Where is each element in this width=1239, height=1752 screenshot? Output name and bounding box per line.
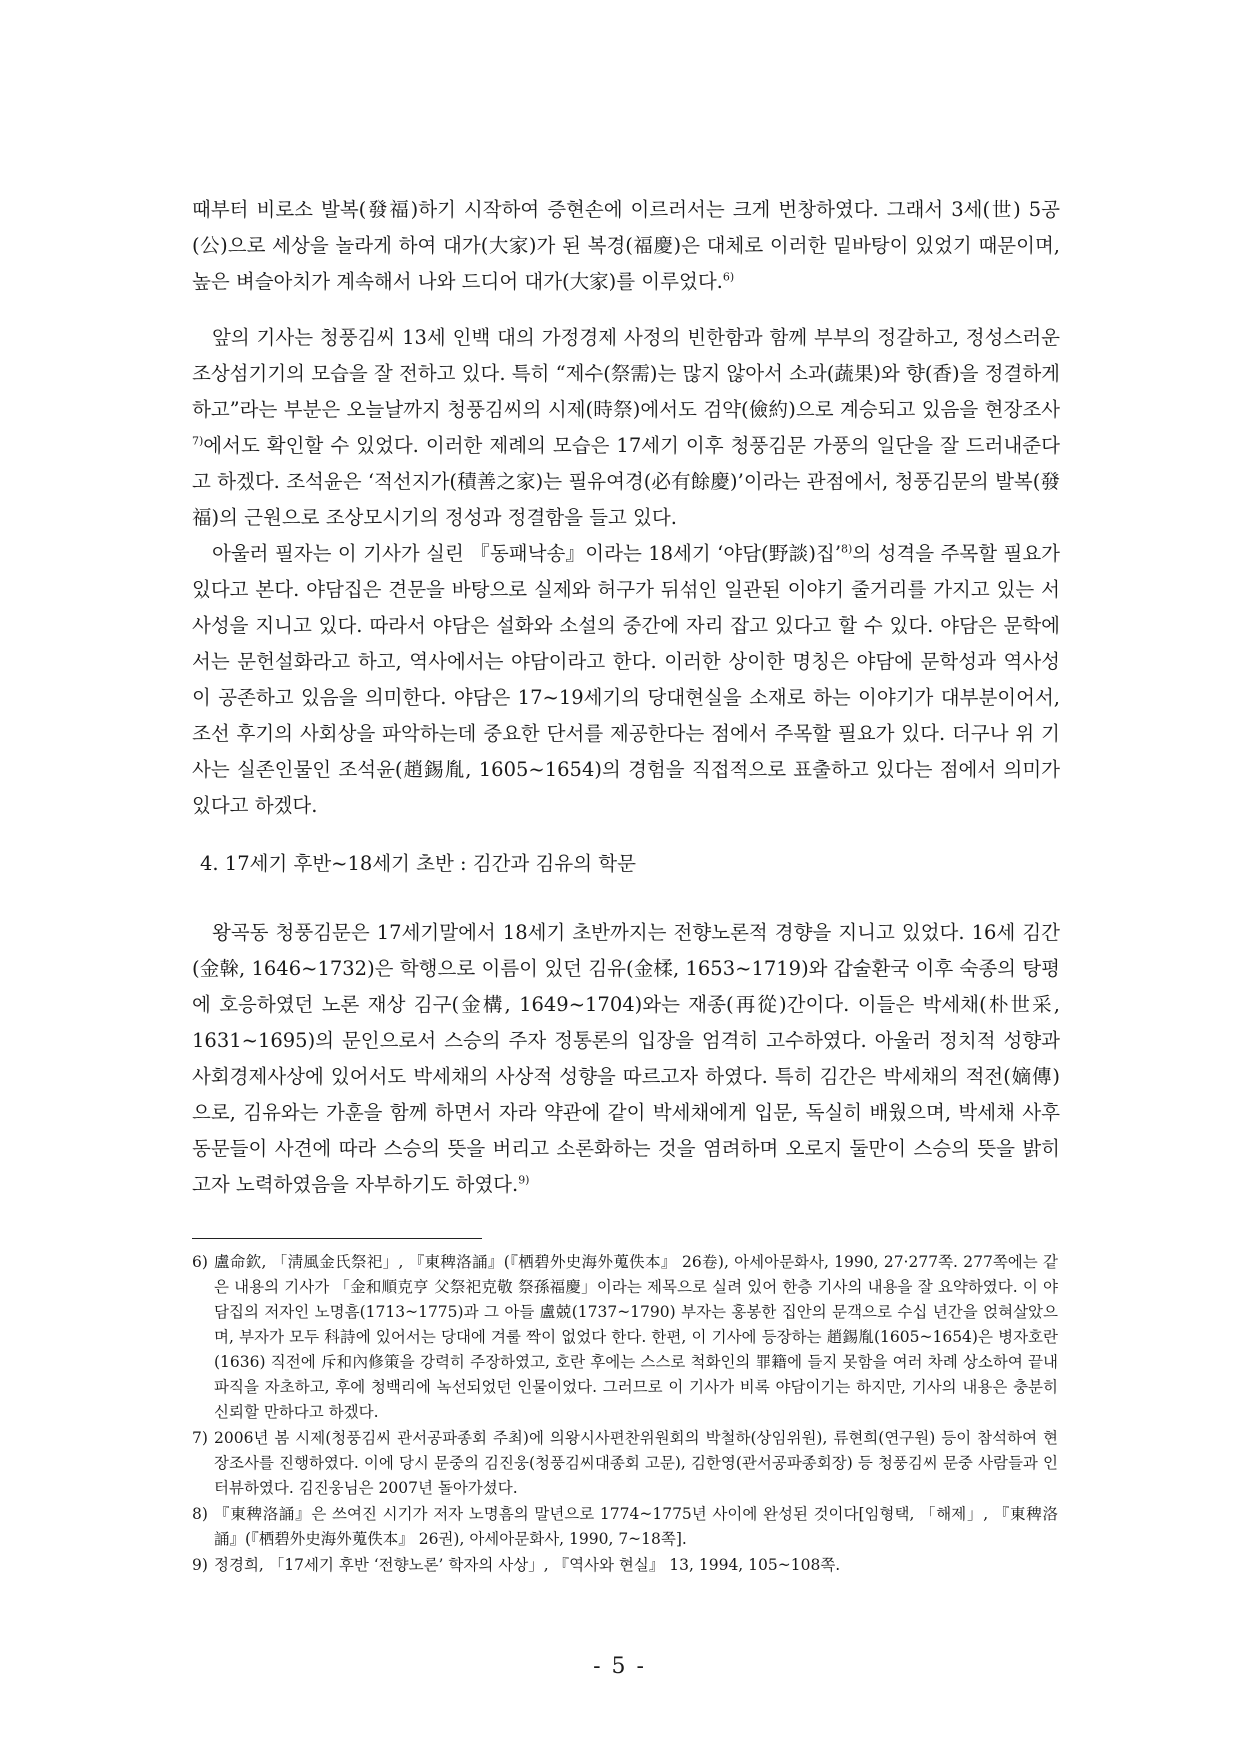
footnote-9 bbox=[192, 1553, 1058, 1578]
footnote-text: 2006년 봄 시제(청풍김씨 관서공파종회 주최)에 의왕시사편찬위원회의 박철하(상임위원), 류현희(연구원) 등이 참석하여 현장조사를 진행하였다. 이에 당시 문중의 김진웅(청풍김씨대종회 고문), 김한영(관서공파종회장) 등 청풍김씨 문중 사람들과 인터뷰하였다. 김진웅님은 2007년 돌아가셨다. bbox=[214, 1429, 1058, 1497]
footnote-number: 6) bbox=[192, 1253, 208, 1271]
intro-paragraph bbox=[192, 192, 1060, 300]
intro-text: 때부터 비로소 발복(發福)하기 시작하여 증현손에 이르러서는 크게 번창하였다. 그래서 3세(世) 5공(公)으로 세상을 놀라게 하여 대가(大家)가 된 복경(福慶)은 대체로 이러한 밑바탕이 있었기 때문이며, 높은 벼슬아치가 계속해서 나와 드디어 대가(大家)를 이루었다. bbox=[192, 198, 1060, 293]
footnote-number: 9) bbox=[192, 1556, 208, 1574]
analysis-paragraph-2 bbox=[192, 536, 1060, 824]
analysis-text-2b: 의 성격을 주목할 필요가 있다고 본다. 야담집은 견문을 바탕으로 실제와 허구가 뒤섞인 일관된 이야기 줄거리를 가지고 있는 서사성을 지니고 있다. 따라서 야담은 설화와 소설의 중간에 자리 잡고 있다고 할 수 있다. 야담은 문학에서는 문헌설화라고 하고, 역사에서는 야담이라고 한다. 이러한 상이한 명칭은 야담에 문학성과 역사성이 공존하고 있음을 의미한다. 야담은 17~19세기의 당대현실을 소재로 하는 이야기가 대부분이어서, 조선 후기의 사회상을 파악하는데 중요한 단서를 제공한다는 점에서 주목할 필요가 있다. 더구나 위 기사는 실존인물인 조석윤(趙錫胤, 1605~1654)의 경험을 직접적으로 표출하고 있다는 점에서 의미가 있다고 하겠다. bbox=[192, 542, 1060, 817]
footnote-7 bbox=[192, 1426, 1058, 1501]
footnote-text: 정경희, 「17세기 후반 ‘전향노론’ 학자의 사상」, 『역사와 현실』 13, 1994, 105~108쪽. bbox=[214, 1556, 841, 1574]
section-heading: 4. 17세기 후반~18세기 초반 : 김간과 김유의 학문 bbox=[200, 852, 636, 875]
footnote-ref-6[interactable]: 6) bbox=[722, 270, 735, 284]
section4-paragraph bbox=[192, 915, 1060, 1203]
footnote-8 bbox=[192, 1502, 1058, 1552]
footnote-ref-7[interactable]: 7) bbox=[192, 434, 204, 448]
page-number: - 5 - bbox=[593, 1654, 646, 1679]
analysis-paragraph-1 bbox=[192, 320, 1060, 536]
footnotes bbox=[192, 1250, 1058, 1579]
analysis-text-1b: 에서도 확인할 수 있었다. 이러한 제례의 모습은 17세기 이후 청풍김문 가풍의 일단을 잘 드러내준다고 하겠다. 조석윤은 ‘적선지가(積善之家)는 필유여경(必有餘慶)’이라는 관점에서, 청풍김문의 발복(發福)의 근원으로 조상모시기의 정성과 정결함을 들고 있다. bbox=[192, 434, 1060, 529]
footnote-text: 盧命欽, 「淸風金氏祭祀」, 『東稗洛誦』(『栖碧外史海外蒐佚本』 26卷), 아세아문화사, 1990, 27·277쪽. 277쪽에는 같은 내용의 기사가 「金和順克亨 父祭祀克敬 祭孫福慶」이라는 제목으로 실려 있어 한층 기사의 내용을 잘 요약하였다. 이 야담집의 저자인 노명흠(1713~1775)과 그 아들 盧兢(1737~1790) 부자는 홍봉한 집안의 문객으로 수십 년간을 얹혀살았으며, 부자가 모두 科詩에 있어서는 당대에 겨룰 짝이 없었다 한다. 한편, 이 기사에 등장하는 趙錫胤(1605~1654)은 병자호란(1636) 직전에 斥和內修策을 강력히 주장하였고, 호란 후에는 스스로 척화인의 罪籍에 들지 못함을 여러 차례 상소하여 끝내 파직을 자초하고, 후에 청백리에 녹선되었던 인물이었다. 그러므로 이 기사가 비록 야담이기는 하지만, 기사의 내용은 충분히 신뢰할 만하다고 하겠다. bbox=[214, 1253, 1058, 1421]
section4-text: 왕곡동 청풍김문은 17세기말에서 18세기 초반까지는 전향노론적 경향을 지니고 있었다. 16세 김간(金榦, 1646~1732)은 학행으로 이름이 있던 김유(金楺, 1653~1719)와 갑술환국 이후 숙종의 탕평에 호응하였던 노론 재상 김구(金構, 1649~1704)와는 재종(再從)간이다. 이들은 박세채(朴世采, 1631~1695)의 문인으로서 스승의 주자 정통론의 입장을 엄격히 고수하였다. 아울러 정치적 성향과 사회경제사상에 있어서도 박세채의 사상적 성향을 따르고자 하였다. 특히 김간은 박세채의 적전(嫡傳)으로, 김유와는 가훈을 함께 하면서 자라 약관에 같이 박세채에게 입문, 독실히 배웠으며, 박세채 사후 동문들이 사견에 따라 스승의 뜻을 버리고 소론화하는 것을 염려하며 오로지 둘만이 스승의 뜻을 밝히고자 노력하였음을 자부하기도 하였다. bbox=[192, 921, 1060, 1196]
analysis-text-2a: 아울러 필자는 이 기사가 실린 『동패낙송』이라는 18세기 ‘야담(野談)집’ bbox=[212, 542, 842, 565]
analysis-section bbox=[192, 320, 1060, 824]
footnote-divider bbox=[192, 1238, 482, 1239]
footnote-ref-8[interactable]: 8) bbox=[841, 542, 853, 556]
footnote-number: 7) bbox=[192, 1429, 208, 1447]
footnote-number: 8) bbox=[192, 1505, 208, 1523]
footnote-ref-9[interactable]: 9) bbox=[518, 1173, 530, 1187]
footnote-6 bbox=[192, 1250, 1058, 1425]
analysis-text-1a: 앞의 기사는 청풍김씨 13세 인백 대의 가정경제 사정의 빈한함과 함께 부부의 정갈하고, 정성스러운 조상섬기기의 모습을 잘 전하고 있다. 특히 “제수(祭需)는 많지 않아서 소과(蔬果)와 향(香)을 정결하게 하고”라는 부분은 오늘날까지 청풍김씨의 시제(時祭)에서도 검약(儉約)으로 계승되고 있음을 현장조사 bbox=[192, 326, 1060, 421]
footnote-text: 『東稗洛誦』은 쓰여진 시기가 저자 노명흠의 말년으로 1774~1775년 사이에 완성된 것이다[임형택, 「해제」, 『東稗洛誦』(『栖碧外史海外蒐佚本』 26권), 아세아문화사, 1990, 7~18쪽]. bbox=[214, 1505, 1058, 1548]
